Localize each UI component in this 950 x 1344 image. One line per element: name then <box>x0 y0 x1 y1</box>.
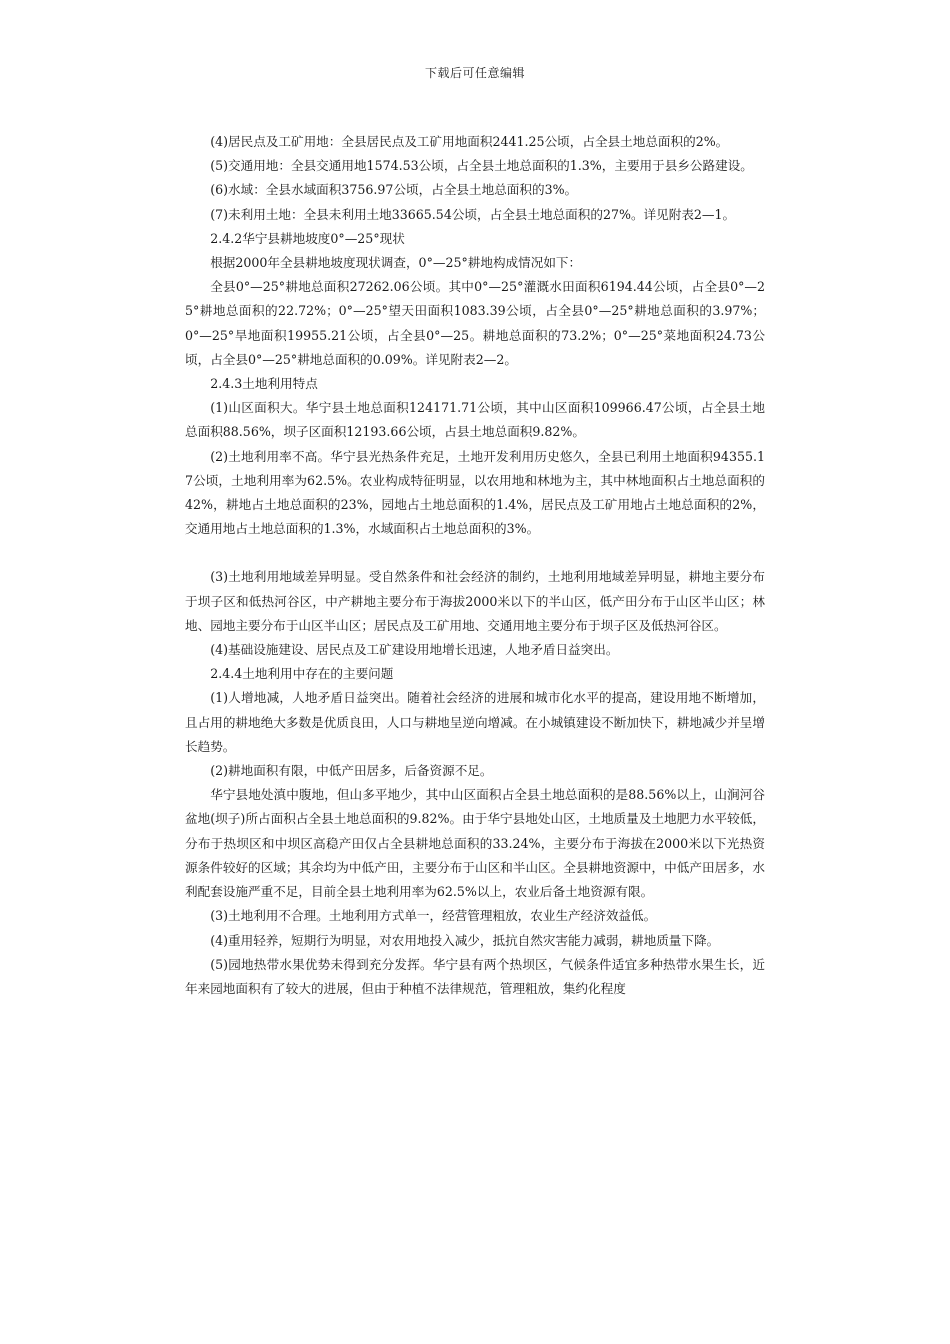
paragraph-infrastructure: (4)基础设施建设、居民点及工矿建设用地增长迅速，人地矛盾日益突出。 <box>210 642 619 658</box>
paragraph-residential-land: (4)居民点及工矿用地：全县居民点及工矿用地面积2441.25公顷，占全县土地总面积的2%。 <box>210 134 729 149</box>
paragraph-mountain-area: (1)山区面积大。华宁县土地总面积124171.71公顷，其中山区面积109966.47公顷，占全县土地总面积88.56%，坝子区面积12193.66公顷，占县土地总面积9.82%。 <box>185 400 765 440</box>
paragraph-water-area: (6)水域：全县水域面积3756.97公顷，占全县土地总面积的3%。 <box>210 182 578 198</box>
paragraph-gap <box>185 541 765 565</box>
heading-2-4-4: 2.4.4土地利用中存在的主要问题 <box>210 666 394 682</box>
paragraph-limited-farmland: (2)耕地面积有限，中低产田居多，后备资源不足。 <box>210 763 493 779</box>
paragraph-tropical-fruit: (5)园地热带水果优势未得到充分发挥。华宁县有两个热坝区，气候条件适宜多种热带水果生长，近年来园地面积有了较大的进展，但由于种植不法律规范，管理粗放，集约化程度 <box>185 956 765 996</box>
paragraph-transport-land: (5)交通用地：全县交通用地1574.53公顷，占全县土地总面积的1.3%，主要用于县乡公路建设。 <box>210 158 753 174</box>
paragraph-slope-details: 全县0°—25°耕地总面积27262.06公顷。其中0°—25°灌溉水田面积6194.44公顷，占全县0°—25°耕地总面积的22.72%；0°—25°望天田面积1083.39公顷，占全县0°—25°耕地总面积的3.97%；0°—25°旱地面积19955.21公顷，占全县0°—25。耕地总面积的73.2%；0°—25°菜地面积24.73公顷，占全县0°—25°耕地总面积的0.09%。详见附表2—2。 <box>185 279 765 367</box>
paragraph-utilization-rate: (2)土地利用率不高。华宁县光热条件充足，土地开发利用历史悠久，全县已利用土地面积94355.17公顷，土地利用率为62.5%。农业构成特征明显，以农用地和林地为主，其中林地面积占土地总面积的42%，耕地占土地总面积的23%，园地占土地总面积的1.4%，居民点及工矿用地占土地总面积的2%，交通用地占土地总面积的1.3%，水域面积占土地总面积的3%。 <box>185 448 765 537</box>
page-header: 下载后可任意编辑 <box>424 66 525 80</box>
heading-2-4-2: 2.4.2华宁县耕地坡度0°—25°现状 <box>210 230 405 246</box>
paragraph-population-land: (1)人增地减，人地矛盾日益突出。随着社会经济的进展和城市化水平的提高，建设用地不断增加，且占用的耕地绝大多数是优质良田，人口与耕地呈逆向增减。在小城镇建设不断加快下，耕地减少并呈增长趋势。 <box>185 690 765 754</box>
paragraph-unused-land: (7)未利用土地：全县未利用土地33665.54公顷，占全县土地总面积的27%。详见附表2—1。 <box>210 206 736 222</box>
paragraph-short-term: (4)重用轻养，短期行为明显，对农用地投入减少，抵抗自然灾害能力减弱，耕地质量下降。 <box>210 932 720 948</box>
paragraph-irrational-use: (3)土地利用不合理。土地利用方式单一，经营管理粗放，农业生产经济效益低。 <box>210 908 657 924</box>
document-body <box>185 130 765 1001</box>
heading-2-4-3: 2.4.3土地利用特点 <box>210 376 318 392</box>
paragraph-central-yunnan: 华宁县地处滇中腹地，但山多平地少，其中山区面积占全县土地总面积的是88.56%以上，山涧河谷盆地(坝子)所占面积占全县土地总面积的9.82%。由于华宁县地处山区，土地质量及土地肥力水平较低，分布于热坝区和中坝区高稳产田仅占全县耕地总面积的33.24%，主要分布于海拔在2000米以下光热资源条件较好的区域；其余均为中低产田，主要分布于山区和半山区。全县耕地资源中，中低产田居多，水利配套设施严重不足，目前全县土地利用率为62.5%以上，农业后备土地资源有限。 <box>185 787 765 900</box>
paragraph-slope-survey: 根据2000年全县耕地坡度现状调查，0°—25°耕地构成情况如下： <box>210 255 582 271</box>
paragraph-regional-difference: (3)土地利用地域差异明显。受自然条件和社会经济的制约，土地利用地域差异明显，耕地主要分布于坝子区和低热河谷区，中产耕地主要分布于海拔2000米以下的半山区，低产田分布于山区半山区；林地、园地主要分布于山区半山区；居民点及工矿用地、交通用地主要分布于坝子区及低热河谷区。 <box>185 569 765 633</box>
